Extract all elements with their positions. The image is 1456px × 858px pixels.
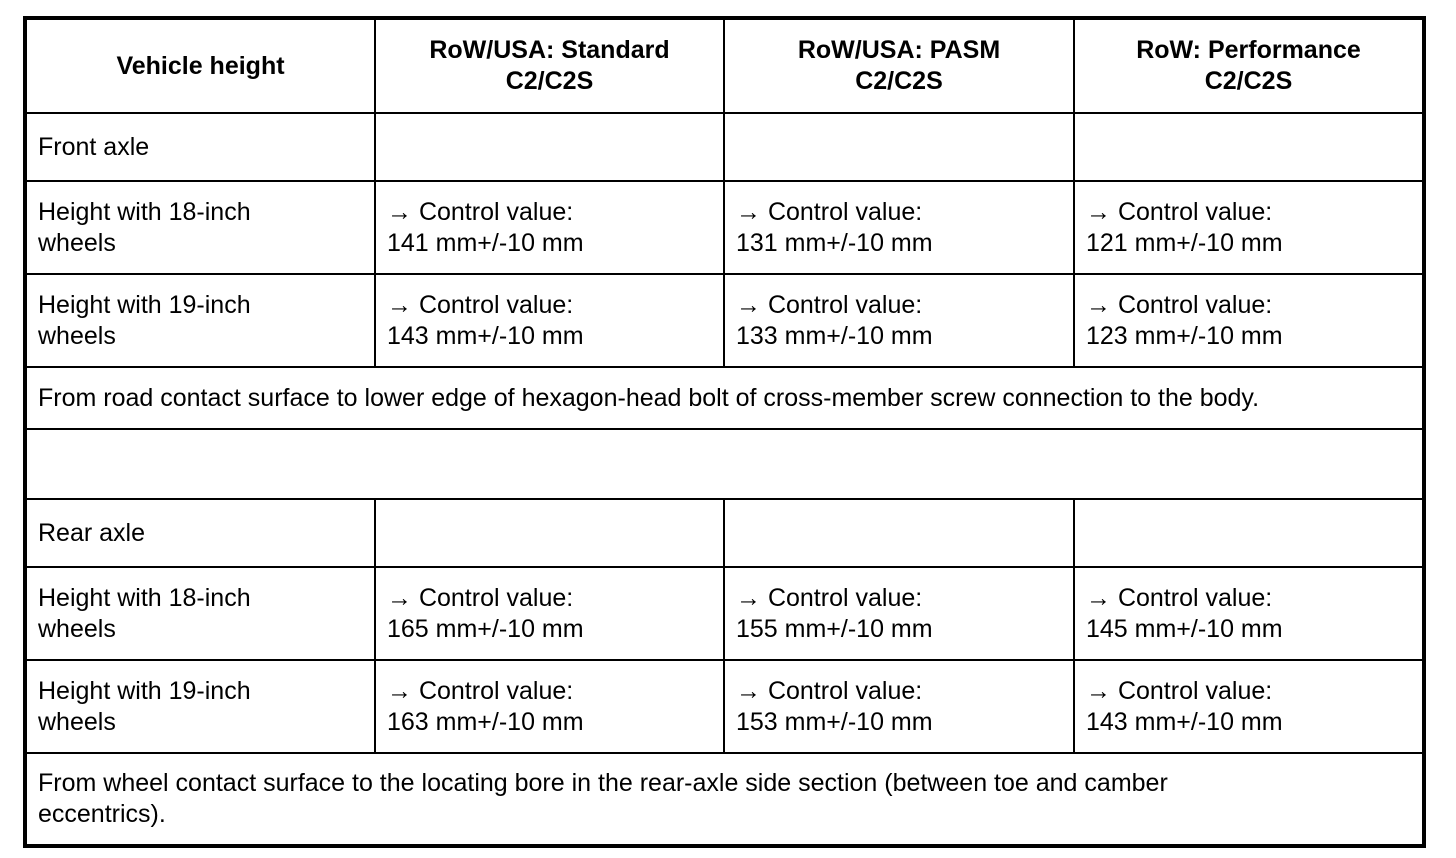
control-value-prefix: → Control value: [736, 290, 923, 319]
header-col2-line2: C2/C2S [505, 67, 594, 95]
control-value-prefix: → Control value: [387, 290, 574, 319]
control-value: 165 mm+/-10 mm [387, 614, 584, 643]
rear-axle-note [25, 753, 1424, 846]
control-value-prefix: → Control value: [736, 583, 923, 612]
control-value-cell [724, 660, 1074, 753]
empty-cell [375, 499, 724, 567]
control-value-prefix: → Control value: [1086, 676, 1273, 705]
front-axle-note: From road contact surface to lower edge of hexagon-head bolt of cross-member screw connection to the body. [25, 367, 1424, 429]
control-value: 163 mm+/-10 mm [387, 707, 584, 736]
control-value-cell [724, 274, 1074, 367]
control-value-cell [1074, 181, 1424, 274]
table-row-front-18 [25, 181, 1424, 274]
control-value-prefix: → Control value: [736, 197, 923, 226]
header-col4-line2: C2/C2S [1204, 67, 1293, 95]
empty-cell [25, 429, 1424, 499]
control-value-cell [1074, 274, 1424, 367]
row-label-line1: Height with 19-inch [38, 290, 251, 319]
control-value-prefix: → Control value: [1086, 197, 1273, 226]
row-label-line2: wheels [38, 228, 116, 257]
row-label-line2: wheels [38, 707, 116, 736]
row-label [25, 274, 375, 367]
empty-cell [724, 113, 1074, 181]
control-value: 123 mm+/-10 mm [1086, 321, 1283, 350]
control-value-cell [1074, 567, 1424, 660]
control-value: 155 mm+/-10 mm [736, 614, 933, 643]
control-value-cell [375, 567, 724, 660]
empty-cell [1074, 113, 1424, 181]
row-label-line2: wheels [38, 321, 116, 350]
header-pasm [724, 18, 1074, 113]
table-row-rear-18 [25, 567, 1424, 660]
control-value-prefix: → Control value: [387, 676, 574, 705]
control-value: 143 mm+/-10 mm [1086, 707, 1283, 736]
row-label [25, 567, 375, 660]
control-value-prefix: → Control value: [387, 583, 574, 612]
row-label-line1: Height with 18-inch [38, 197, 251, 226]
empty-cell [1074, 499, 1424, 567]
control-value: 121 mm+/-10 mm [1086, 228, 1283, 257]
control-value-cell [724, 567, 1074, 660]
spacer-row [25, 429, 1424, 499]
section-label-front-axle: Front axle [25, 113, 375, 181]
control-value-cell [1074, 660, 1424, 753]
empty-cell [375, 113, 724, 181]
note-row-front [25, 367, 1424, 429]
control-value: 141 mm+/-10 mm [387, 228, 584, 257]
header-col3-line2: C2/C2S [855, 67, 943, 95]
row-label-line1: Height with 18-inch [38, 583, 251, 612]
control-value-cell [375, 181, 724, 274]
row-label [25, 660, 375, 753]
header-col1-text: Vehicle height [116, 51, 285, 80]
control-value-cell [375, 660, 724, 753]
control-value-cell [724, 181, 1074, 274]
empty-cell [724, 499, 1074, 567]
control-value: 133 mm+/-10 mm [736, 321, 933, 350]
table-row-front-19 [25, 274, 1424, 367]
section-row-front-axle [25, 113, 1424, 181]
header-col4-line1: RoW: Performance [1136, 36, 1361, 64]
row-label-line1: Height with 19-inch [38, 676, 251, 705]
note-row-rear [25, 753, 1424, 846]
section-row-rear-axle [25, 499, 1424, 567]
table-header-row [25, 18, 1424, 113]
rear-axle-note-line1: From wheel contact surface to the locating bore in the rear-axle side section (between toe and camber [38, 769, 1168, 797]
header-performance [1074, 18, 1424, 113]
control-value: 145 mm+/-10 mm [1086, 614, 1283, 643]
control-value-cell [375, 274, 724, 367]
rear-axle-note-line2: eccentrics). [38, 800, 166, 828]
control-value: 143 mm+/-10 mm [387, 321, 584, 350]
row-label [25, 181, 375, 274]
header-col2-line1: RoW/USA: Standard [429, 36, 670, 64]
row-label-line2: wheels [38, 614, 116, 643]
section-label-rear-axle: Rear axle [25, 499, 375, 567]
header-standard [375, 18, 724, 113]
vehicle-height-table [23, 16, 1426, 848]
control-value-prefix: → Control value: [387, 197, 574, 226]
header-vehicle-height [25, 18, 375, 113]
control-value-prefix: → Control value: [736, 676, 923, 705]
control-value-prefix: → Control value: [1086, 583, 1273, 612]
control-value: 153 mm+/-10 mm [736, 707, 933, 736]
control-value-prefix: → Control value: [1086, 290, 1273, 319]
header-col3-line1: RoW/USA: PASM [797, 36, 1001, 64]
table-row-rear-19 [25, 660, 1424, 753]
control-value: 131 mm+/-10 mm [736, 228, 933, 257]
